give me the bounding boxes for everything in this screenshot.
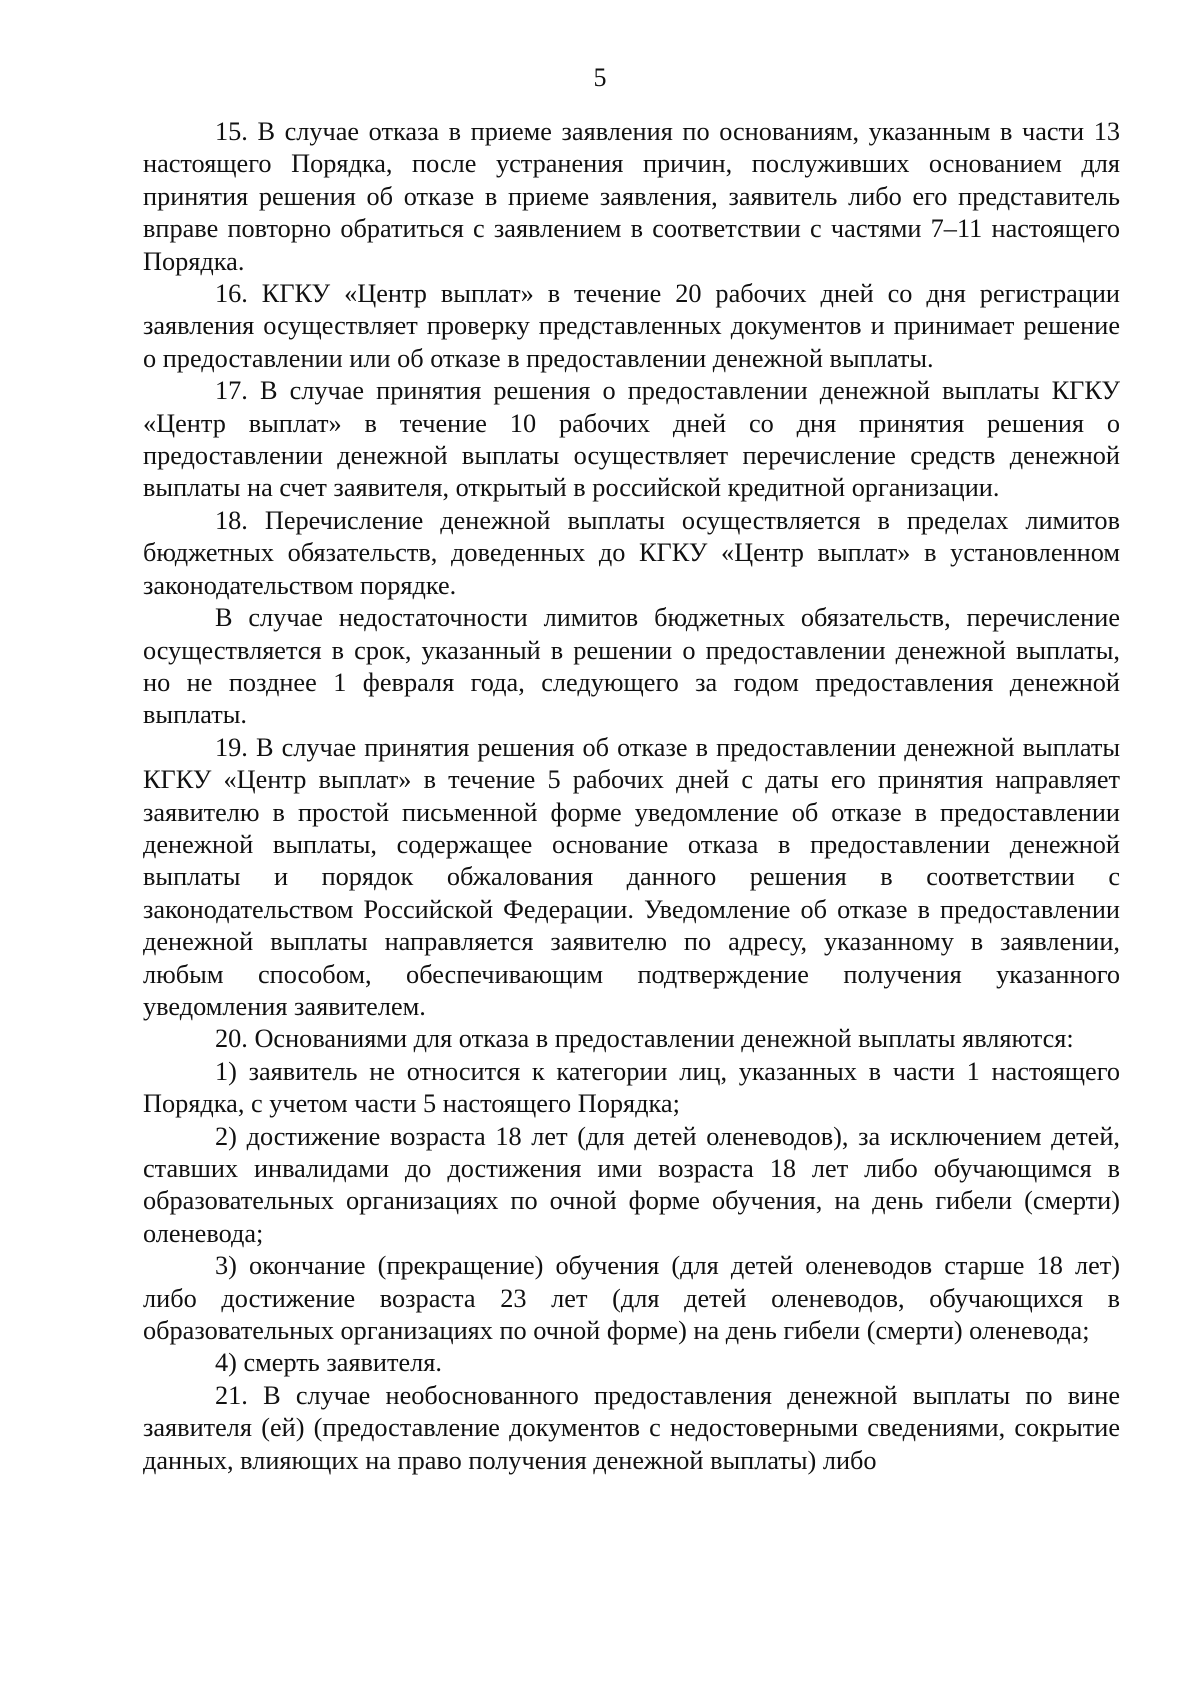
list-item-1: 1) заявитель не относится к категории лиц, указанных в части 1 настоящего Порядка, с учетом части 5 настоящего Порядка; — [143, 1056, 1120, 1119]
list-item-3: 3) окончание (прекращение) обучения (для детей оленеводов старше 18 лет) либо достижение возраста 23 лет (для детей оленеводов, обучающихся в образовательных организациях по очной форме) на день гибели (смерти) оленевода; — [143, 1251, 1120, 1346]
paragraph-16: 16. КГКУ «Центр выплат» в течение 20 рабочих дней со дня регистрации заявления осуществляет проверку представленных документов и принимает решение о предоставлении или об отказе в предоставлении денежной выплаты. — [143, 279, 1120, 373]
document-body — [143, 116, 1120, 1477]
paragraph-15: 15. В случае отказа в приеме заявления по основаниям, указанным в части 13 настоящего Порядка, после устранения причин, послуживших основанием для принятия решения об отказе в приеме заявления, заявитель либо его представитель вправе повторно обратиться с заявлением в соответствии с частями 7–11 настоящего Порядка. — [143, 117, 1120, 276]
paragraph-19: 19. В случае принятия решения об отказе в предоставлении денежной выплаты КГКУ «Центр выплат» в течение 5 рабочих дней с даты его принятия направляет заявителю в простой письменной форме уведомление об отказе в предоставлении денежной выплаты, содержащее основание отказа в предоставлении денежной выплаты и порядок обжалования данного решения в соответствии с законодательством Российской Федерации. Уведомление об отказе в предоставлении денежной выплаты направляется заявителю по адресу, указанному в заявлении, любым способом, обеспечивающим подтверждение получения указанного уведомления заявителем. — [143, 732, 1120, 1021]
paragraph-17: 17. В случае принятия решения о предоставлении денежной выплаты КГКУ «Центр выплат» в течение 10 рабочих дней со дня принятия решения о предоставлении денежной выплаты осуществляет перечисление средств денежной выплаты на счет заявителя, открытый в российской кредитной организации. — [143, 376, 1120, 503]
paragraph-21: 21. В случае необоснованного предоставления денежной выплаты по вине заявителя (ей) (предоставление документов с недостоверными сведениями, сокрытие данных, влияющих на право получения денежной выплаты) либо — [143, 1380, 1120, 1475]
paragraph-18-continuation: В случае недостаточности лимитов бюджетных обязательств, перечисление осуществляется в срок, указанный в решении о предоставлении денежной выплаты, но не позднее 1 февраля года, следующего за годом предоставления денежной выплаты. — [143, 603, 1120, 730]
paragraph-20: 20. Основаниями для отказа в предоставлении денежной выплаты являются: — [215, 1024, 1074, 1054]
paragraph-18: 18. Перечисление денежной выплаты осуществляется в пределах лимитов бюджетных обязательств, доведенных до КГКУ «Центр выплат» в установленном законодательством порядке. — [143, 505, 1120, 600]
list-item-4: 4) смерть заявителя. — [215, 1348, 442, 1378]
page-number: 5 — [593, 63, 607, 92]
list-item-2: 2) достижение возраста 18 лет (для детей оленеводов), за исключением детей, ставших инвалидами до достижения ими возраста 18 лет либо обучающимся в образовательных организациях по очной форме обучения, на день гибели (смерти) оленевода; — [143, 1121, 1120, 1248]
